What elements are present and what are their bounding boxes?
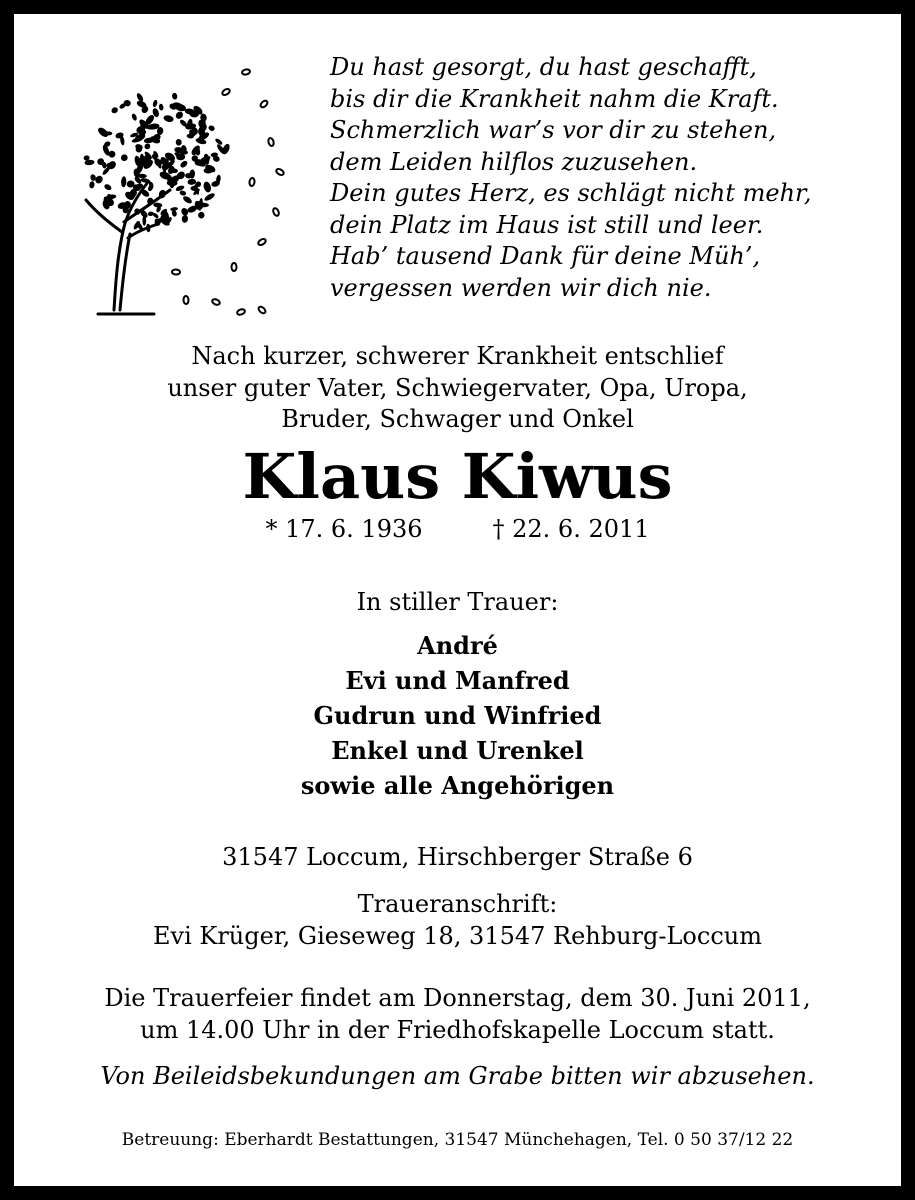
poem-line: bis dir die Krankheit nahm die Kraft.	[330, 84, 779, 113]
leaf	[203, 192, 215, 202]
birth-date: * 17. 6. 1936	[265, 515, 423, 543]
death-date: † 22. 6. 2011	[492, 515, 650, 543]
falling-leaf	[236, 308, 245, 315]
condolence-note: Von Beileidsbekundungen am Grabe bitten wir abzusehen.	[100, 1062, 815, 1090]
mourner-name: André	[417, 631, 498, 660]
falling-leaf	[242, 69, 251, 76]
falling-leaf	[275, 168, 284, 176]
leaf	[182, 195, 193, 205]
poem-line: Schmerzlich war’s vor dir zu stehen,	[330, 116, 777, 144]
leaf	[187, 178, 196, 185]
poem-line: Hab’ tausend Dank für deine Müh’,	[330, 242, 761, 270]
falling-leaf	[211, 298, 220, 306]
announcement-intro	[0, 341, 915, 436]
leaf	[146, 224, 151, 233]
leaf	[152, 99, 158, 107]
leaf	[174, 110, 184, 120]
poem-line: dem Leiden hilflos zuzusehen.	[330, 147, 698, 176]
funeral-ceremony-info	[0, 983, 915, 1046]
leaf	[179, 159, 189, 168]
mourning-address-value: Evi Krüger, Gieseweg 18, 31547 Rehburg-Loccum	[153, 921, 762, 950]
intro-line: Bruder, Schwager und Onkel	[281, 405, 634, 433]
leaf	[181, 215, 188, 223]
leaf	[179, 190, 187, 197]
poem-line: Dein gutes Herz, es schlägt nicht mehr,	[330, 179, 812, 207]
poem-line: Du hast gesorgt, du hast geschafft,	[330, 53, 757, 81]
leaf	[163, 114, 175, 123]
mourner-name: Enkel und Urenkel	[331, 736, 584, 765]
falling-leaf	[221, 88, 230, 96]
deceased-name: Klaus Kiwus	[242, 440, 673, 513]
mourning-heading: In stiller Trauer:	[356, 588, 559, 616]
falling-leaf	[257, 305, 266, 314]
leaf	[120, 153, 129, 162]
falling-leaf	[259, 99, 268, 108]
mourner-name: Evi und Manfred	[345, 666, 570, 695]
leaf	[208, 124, 216, 132]
falling-leaf	[267, 137, 274, 146]
poem-line: vergessen werden wir dich nie.	[330, 273, 712, 302]
leaf	[121, 176, 127, 187]
ceremony-line: um 14.00 Uhr in der Friedhofskapelle Loccum statt.	[140, 1015, 775, 1044]
leaf	[143, 142, 151, 150]
leaf	[103, 183, 112, 191]
leaf	[176, 139, 182, 146]
falling-leaf	[257, 238, 266, 246]
leaf	[110, 106, 119, 114]
leaf	[89, 181, 95, 189]
home-address: 31547 Loccum, Hirschberger Straße 6	[222, 843, 693, 871]
falling-leaf	[272, 207, 280, 216]
mourners-list	[0, 628, 915, 803]
life-dates	[0, 513, 915, 545]
mourner-name: sowie alle Angehörigen	[300, 771, 615, 800]
mourning-address-label: Traueranschrift:	[357, 890, 558, 918]
poem-line: dein Platz im Haus ist still und leer.	[330, 210, 764, 239]
falling-leaf	[183, 296, 188, 304]
tree-icon	[66, 62, 291, 330]
intro-line: Nach kurzer, schwerer Krankheit entschlief	[191, 342, 724, 370]
ceremony-line: Die Trauerfeier findet am Donnerstag, dem 30. Juni 2011,	[104, 984, 811, 1012]
mourning-address	[0, 889, 915, 952]
poem	[330, 52, 870, 304]
falling-leaf	[232, 263, 237, 271]
leaf	[172, 92, 178, 99]
intro-line: unser guter Vater, Schwiegervater, Opa, Uropa,	[167, 373, 748, 402]
funeral-home-credit: Betreuung: Eberhardt Bestattungen, 31547 Münchehagen, Tel. 0 50 37/12 22	[121, 1130, 794, 1150]
falling-leaf	[249, 178, 255, 187]
leaf	[202, 181, 212, 194]
falling-leaf	[172, 269, 180, 274]
leaf	[197, 211, 205, 219]
mourner-name: Gudrun und Winfried	[313, 701, 602, 730]
leaf	[158, 103, 163, 110]
leaf	[131, 113, 138, 122]
